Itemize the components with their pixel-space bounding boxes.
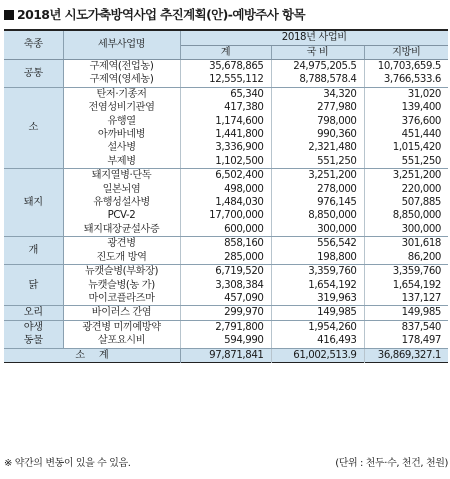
- total-cell: 600,000: [180, 223, 271, 237]
- category-cell: 소: [4, 87, 63, 168]
- category-cell: 돼지: [4, 169, 63, 237]
- local-cell: 1,654,192: [392, 279, 441, 291]
- total-cell: 594,990: [180, 334, 271, 348]
- national-cell: 8,788,578.4: [271, 73, 364, 87]
- table-row: [4, 334, 448, 348]
- table-row: [4, 60, 448, 74]
- local-cell: 137,127: [364, 292, 448, 306]
- detail-cell: 뉴캣슬병(부화장): [63, 265, 180, 279]
- table-row: [4, 169, 448, 183]
- national-cell: 319,963: [271, 292, 364, 306]
- table-title-text: 2018년 시도가축방역사업 추진계획(안)-예방주사 항목: [17, 7, 305, 22]
- local-cell: 220,000: [401, 183, 441, 195]
- local-cell: 3,359,760: [392, 266, 441, 278]
- total-cell: 457,090: [180, 292, 271, 306]
- total-cell: 2,791,800: [180, 320, 271, 334]
- detail-cell: 진도개 방역: [63, 251, 180, 265]
- total-cell: 858,160: [180, 237, 271, 251]
- total-cell: 3,308,384: [180, 279, 271, 292]
- header-local: 지방비: [364, 46, 448, 60]
- total-sum-cell: 97,871,841: [180, 348, 271, 362]
- table-row: [4, 279, 448, 292]
- header-total: 계: [180, 46, 271, 60]
- total-row: [4, 348, 448, 362]
- local-cell: 86,200: [364, 251, 448, 265]
- local-cell: 139,400: [401, 102, 441, 114]
- local-cell: 149,985: [364, 306, 448, 320]
- local-cell: 837,540: [401, 321, 441, 333]
- national-cell: 277,980: [271, 101, 364, 114]
- table-row: [4, 115, 448, 128]
- national-cell: 556,542: [271, 237, 364, 251]
- local-cell: 3,251,200: [392, 170, 441, 182]
- local-cell: 300,000: [364, 223, 448, 237]
- total-cell: 1,484,030: [180, 196, 271, 209]
- national-cell: 990,360: [271, 128, 364, 141]
- local-cell: 31,020: [407, 88, 441, 100]
- local-cell: 10,703,659.5: [377, 61, 441, 72]
- footer-unit: (단위 : 천두·수, 천건, 천원): [335, 458, 448, 469]
- budget-table: [4, 29, 448, 363]
- table-row: [4, 128, 448, 141]
- detail-cell: 유행성설사병: [63, 196, 180, 209]
- total-label: 소 계: [4, 348, 180, 362]
- national-cell: 2,321,480: [271, 141, 364, 154]
- table-row: [4, 223, 448, 237]
- table-title: [4, 4, 450, 26]
- table-row: [4, 101, 448, 114]
- header-detail: 세부사업명: [63, 30, 180, 60]
- detail-cell: 광견병 미끼예방약: [63, 320, 180, 334]
- footer-note: ※ 약간의 변동이 있을 수 있음.: [4, 458, 131, 469]
- category-cell: 야생 동물: [4, 320, 63, 348]
- total-cell: 498,000: [180, 183, 271, 196]
- total-cell: 65,340: [180, 87, 271, 101]
- total-cell: 12,555,112: [180, 73, 271, 87]
- local-cell: 301,618: [401, 238, 441, 250]
- detail-cell: 탄저·기종저: [63, 87, 180, 101]
- national-cell: 278,000: [271, 183, 364, 196]
- total-cell: 299,970: [180, 306, 271, 320]
- square-bullet-icon: [4, 10, 14, 20]
- table-row: [4, 155, 448, 169]
- detail-cell: 뉴캣슬병(농 가): [63, 279, 180, 292]
- national-cell: 976,145: [271, 196, 364, 209]
- detail-cell: 돼지열병·단독: [63, 169, 180, 183]
- detail-cell: 바이러스 간염: [63, 306, 180, 320]
- local-cell: 3,766,533.6: [364, 73, 448, 87]
- total-cell: 17,700,000: [180, 209, 271, 222]
- national-cell: 34,320: [271, 87, 364, 101]
- table-row: [4, 196, 448, 209]
- national-cell: 3,251,200: [271, 169, 364, 183]
- table-row: [4, 209, 448, 222]
- detail-cell: 마이코플라즈마: [63, 292, 180, 306]
- national-cell: 798,000: [271, 115, 364, 128]
- table-row: [4, 251, 448, 265]
- table-row: [4, 141, 448, 154]
- category-cell: 닭: [4, 265, 63, 306]
- local-cell: 451,440: [401, 129, 441, 141]
- total-cell: 417,380: [180, 101, 271, 114]
- local-cell: 1,015,420: [392, 142, 441, 154]
- detail-cell: 광견병: [63, 237, 180, 251]
- total-cell: 1,102,500: [180, 155, 271, 169]
- national-cell: 551,250: [271, 155, 364, 169]
- national-cell: 1,954,260: [271, 320, 364, 334]
- header-category: 축종: [4, 30, 63, 60]
- category-cell: 공통: [4, 60, 63, 88]
- category-cell: 오리: [4, 306, 63, 320]
- table-body: [4, 60, 448, 363]
- total-national-cell: 61,002,513.9: [271, 348, 364, 362]
- local-cell: 551,250: [364, 155, 448, 169]
- table-footer: [4, 455, 448, 473]
- detail-cell: 전염성비기관염: [63, 101, 180, 114]
- table-row: [4, 183, 448, 196]
- detail-cell: PCV-2: [63, 209, 180, 222]
- total-cell: 35,678,865: [180, 60, 271, 74]
- total-cell: 6,719,520: [180, 265, 271, 279]
- national-cell: 300,000: [271, 223, 364, 237]
- local-cell: 507,885: [401, 197, 441, 209]
- detail-cell: 돼지대장균설사증: [63, 223, 180, 237]
- total-cell: 3,336,900: [180, 141, 271, 154]
- national-cell: 198,800: [271, 251, 364, 265]
- table-row: [4, 306, 448, 320]
- detail-cell: 구제역(전업농): [63, 60, 180, 74]
- detail-cell: 살포요시비: [63, 334, 180, 348]
- table-row: [4, 87, 448, 101]
- table-row: [4, 73, 448, 87]
- total-cell: 1,441,800: [180, 128, 271, 141]
- table-row: [4, 237, 448, 251]
- detail-cell: 구제역(영세농): [63, 73, 180, 87]
- local-cell: 376,600: [401, 115, 441, 127]
- total-cell: 285,000: [180, 251, 271, 265]
- national-cell: 24,975,205.5: [271, 60, 364, 74]
- detail-cell: 부제병: [63, 155, 180, 169]
- national-cell: 1,654,192: [271, 279, 364, 292]
- detail-cell: 일본뇌염: [63, 183, 180, 196]
- header-budget-group: 2018년 사업비: [180, 30, 448, 46]
- local-cell: 178,497: [364, 334, 448, 348]
- detail-cell: 설사병: [63, 141, 180, 154]
- table-row: [4, 320, 448, 334]
- national-cell: 8,850,000: [271, 209, 364, 222]
- total-cell: 6,502,400: [180, 169, 271, 183]
- detail-cell: 아까바네병: [63, 128, 180, 141]
- detail-cell: 유행열: [63, 115, 180, 128]
- total-local-cell: 36,869,327.1: [364, 348, 448, 362]
- total-cell: 1,174,600: [180, 115, 271, 128]
- table-row: [4, 265, 448, 279]
- local-cell: 8,850,000: [392, 210, 441, 222]
- national-cell: 149,985: [271, 306, 364, 320]
- national-cell: 416,493: [271, 334, 364, 348]
- national-cell: 3,359,760: [271, 265, 364, 279]
- category-cell: 개: [4, 237, 63, 265]
- table-row: [4, 292, 448, 306]
- header-national: 국 비: [271, 46, 364, 60]
